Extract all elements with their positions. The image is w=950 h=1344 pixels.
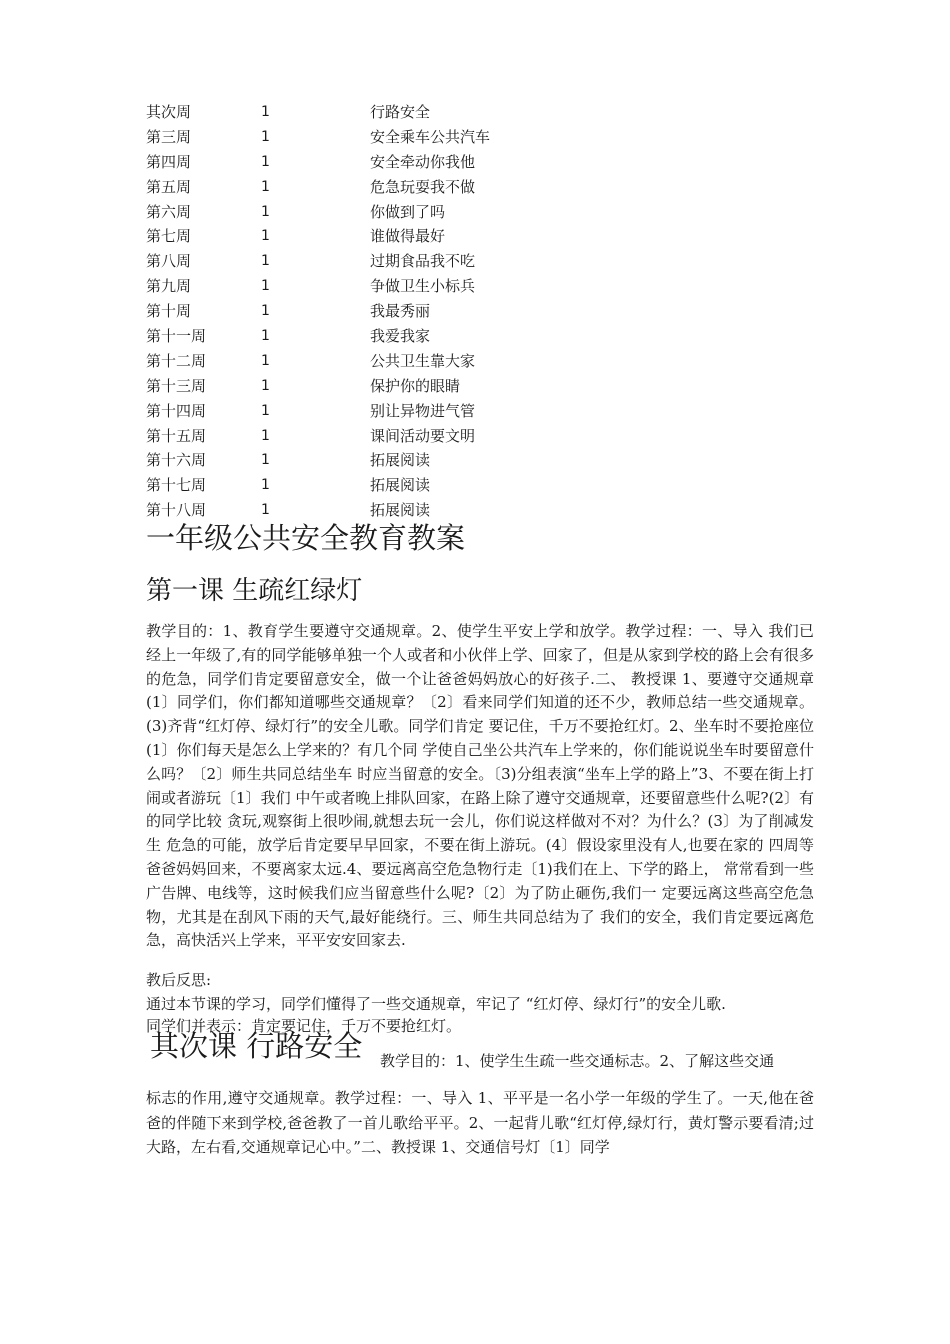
schedule-lesson-count: 1 [261,104,270,120]
schedule-week: 第五周 [146,177,192,196]
lesson2-first-line: 教学目的：1、使学生生疏一些交通标志。2、了解这些交通 [380,1052,775,1070]
reflection-label: 教后反思: [146,971,212,989]
schedule-week: 第十一周 [146,327,207,346]
lesson1-body: 教学目的：1、教育学生要遵守交通规章。2、使学生平安上学和放学。教学过程：一、导入 我们已经上一年级了,有的同学能够单独一个人或者和小伙伴上学、回家了，但是从家到学校的路上会有很多的危急，同学们肯定要留意安全，做一个让爸爸妈妈放心的好孩子.二、 教授课 1、要遵守交通规章(1〕同学们，你们都知道哪些交通规章？〔2〕看来同学们知道的还不少，教师总结一些交通规章。(3)齐背“红灯停、绿灯行”的安全儿歌。同学们肯定 要记住，千万不要抢红灯。2、坐车时不要抢座位(1〕你们每天是怎么上学来的？有几个同 学使自己坐公共汽车上学来的，你们能说说坐车时要留意什么吗？〔2〕师生共同总结坐车 时应当留意的安全。〔3)分组表演“坐车上学的路上”3、不要在街上打闹或者游玩〔1〕我们 中午或者晚上排队回家，在路上除了遵守交通规章，还要留意些什么呢?(2〕有的同学比较 贪玩,观察街上很吵闹,就想去玩一会儿，你们说这样做对不对？为什么？(3〕为了削减发生 危急的可能，放学后肯定要早早回家，不要在街上游玩。(4〕假设家里没有人,也要在家的 四周等爸爸妈妈回来，不要离家太远.4、要远离高空危急物行走〔1)我们在上、下学的路上， 常常看到一些广告牌、电线等，这时候我们应当留意些什么呢?〔2〕为了防止砸伤,我们一 定要远离这些高空危急物，尤其是在刮风下雨的天气,最好能绕行。三、师生共同总结为了 我们的安全，我们肯定要远离危急，高快活兴上学来，平平安安回家去. [146,622,814,950]
schedule-lesson-count: 1 [261,427,270,444]
schedule-week: 第十四周 [146,401,207,420]
schedule-topic: 公共卫生靠大家 [370,351,476,370]
schedule-row [146,399,566,424]
schedule-topic: 争做卫生小标兵 [370,277,476,296]
schedule-lesson-count: 1 [261,402,270,419]
reflection-line-1: 通过本节课的学习，同学们懂得了一些交通规章，牢记了 “红灯停、绿灯行”的安全儿歌. [146,995,726,1013]
schedule-lesson-count: 1 [261,352,270,369]
schedule-lesson-count: 1 [261,477,270,494]
document-title: 一年级公共安全教育教案 [146,521,466,555]
schedule-table [146,100,566,523]
schedule-row [146,249,566,274]
schedule-topic: 安全牵动你我他 [370,152,476,171]
schedule-week: 第十周 [146,302,192,321]
schedule-week: 第十二周 [146,351,207,370]
lesson2-title: 其次课 行路安全 [150,1029,363,1063]
schedule-week: 第十五周 [146,426,207,445]
schedule-row [146,473,566,498]
schedule-week: 第四周 [146,152,192,171]
schedule-topic: 行路安全 [370,103,431,121]
schedule-row [146,374,566,399]
schedule-topic: 别让异物进气管 [370,401,476,420]
schedule-lesson-count: 1 [261,377,270,394]
schedule-row [146,150,566,175]
schedule-week: 第六周 [146,202,192,221]
schedule-row [146,200,566,225]
schedule-week: 第十八周 [146,501,207,520]
schedule-lesson-count: 1 [261,128,270,145]
schedule-row [146,100,566,125]
schedule-topic: 我最秀丽 [370,302,431,321]
schedule-lesson-count: 1 [261,253,270,270]
lesson2-body: 标志的作用,遵守交通规章。教学过程：一、导入 1、平平是一名小学一年级的学生了。一天,他在爸爸的伴随下来到学校,爸爸教了一首儿歌给平平。2、一起背儿歌“红灯停,绿灯行，黄灯警示要看清;过大路，左右看,交通规章记心中。”二、教授课 1、交通信号灯〔1〕同学 [146,1089,814,1156]
schedule-week: 第十七周 [146,476,207,495]
schedule-row [146,125,566,150]
schedule-lesson-count: 1 [261,178,270,195]
schedule-week: 第九周 [146,277,192,296]
schedule-lesson-count: 1 [261,328,270,345]
schedule-topic: 危急玩耍我不做 [370,177,476,196]
schedule-lesson-count: 1 [261,228,270,245]
schedule-topic: 过期食品我不吃 [370,252,476,271]
schedule-lesson-count: 1 [261,303,270,320]
schedule-topic: 课间活动要文明 [370,426,476,445]
schedule-row [146,175,566,200]
schedule-lesson-count: 1 [261,278,270,295]
schedule-topic: 拓展阅读 [370,476,431,495]
schedule-lesson-count: 1 [261,203,270,220]
schedule-week: 其次周 [146,103,192,121]
schedule-topic: 我爱我家 [370,327,431,346]
schedule-week: 第十三周 [146,376,207,395]
schedule-row [146,299,566,324]
lesson1-title: 第一课 生疏红绿灯 [146,576,363,606]
schedule-row [146,349,566,374]
schedule-topic: 安全乘车公共汽车 [370,127,491,146]
schedule-lesson-count: 1 [261,452,270,469]
schedule-lesson-count: 1 [261,502,270,519]
schedule-week: 第七周 [146,227,192,246]
schedule-topic: 谁做得最好 [370,227,446,246]
schedule-week: 第八周 [146,252,192,271]
schedule-row [146,274,566,299]
schedule-row [146,424,566,449]
schedule-row [146,324,566,349]
schedule-topic: 保护你的眼睛 [370,376,461,395]
schedule-topic: 拓展阅读 [370,501,431,520]
schedule-row [146,224,566,249]
schedule-topic: 你做到了吗 [370,202,446,221]
schedule-week: 第三周 [146,127,192,146]
reflection-line-2: 同学们并表示：肯定要记住，千万不要抢红灯。 [146,1017,462,1035]
schedule-topic: 拓展阅读 [370,451,431,470]
schedule-row [146,448,566,473]
schedule-lesson-count: 1 [261,153,270,170]
schedule-week: 第十六周 [146,451,207,470]
